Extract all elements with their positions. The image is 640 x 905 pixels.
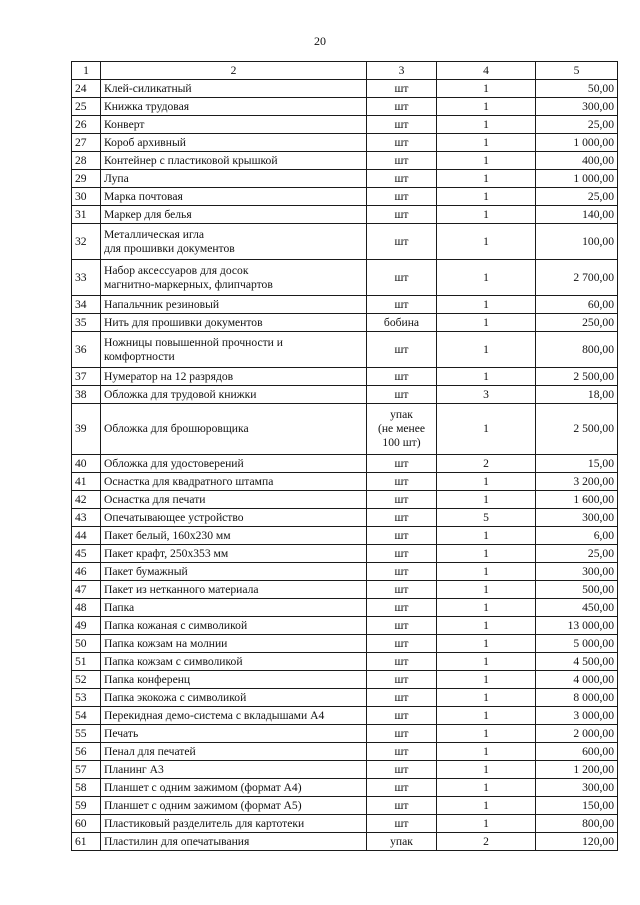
price: 4 500,00	[536, 653, 618, 671]
price: 300,00	[536, 98, 618, 116]
quantity: 1	[437, 314, 536, 332]
item-name: Папка кожзам на молнии	[101, 635, 367, 653]
price: 18,00	[536, 386, 618, 404]
price: 2 500,00	[536, 404, 618, 455]
quantity: 1	[437, 635, 536, 653]
table-row	[72, 599, 618, 617]
row-number: 27	[72, 134, 101, 152]
row-number: 31	[72, 206, 101, 224]
quantity: 3	[437, 386, 536, 404]
quantity: 1	[437, 98, 536, 116]
item-name: Планшет с одним зажимом (формат А4)	[101, 779, 367, 797]
table-row	[72, 152, 618, 170]
price: 3 200,00	[536, 473, 618, 491]
item-name: Оснастка для квадратного штампа	[101, 473, 367, 491]
price: 300,00	[536, 563, 618, 581]
unit-of-measure: шт	[367, 152, 437, 170]
unit-of-measure: шт	[367, 491, 437, 509]
item-name: Перекидная демо-система с вкладышами А4	[101, 707, 367, 725]
item-name: Папка кожзам с символикой	[101, 653, 367, 671]
item-name: Набор аксессуаров для досок магнитно-маркерных, флипчартов	[101, 260, 367, 296]
quantity: 1	[437, 779, 536, 797]
row-number: 49	[72, 617, 101, 635]
unit-of-measure: шт	[367, 455, 437, 473]
unit-of-measure: шт	[367, 473, 437, 491]
row-number: 30	[72, 188, 101, 206]
quantity: 1	[437, 581, 536, 599]
row-number: 37	[72, 368, 101, 386]
table-row	[72, 545, 618, 563]
price: 15,00	[536, 455, 618, 473]
item-name: Маркер для белья	[101, 206, 367, 224]
row-number: 26	[72, 116, 101, 134]
price: 2 000,00	[536, 725, 618, 743]
price: 2 500,00	[536, 368, 618, 386]
unit-of-measure: шт	[367, 98, 437, 116]
unit-of-measure: шт	[367, 815, 437, 833]
row-number: 56	[72, 743, 101, 761]
table-row	[72, 797, 618, 815]
table-row	[72, 815, 618, 833]
unit-of-measure: шт	[367, 617, 437, 635]
price: 60,00	[536, 296, 618, 314]
item-name: Обложка для брошюровщика	[101, 404, 367, 455]
quantity: 1	[437, 761, 536, 779]
item-name: Пластиковый разделитель для картотеки	[101, 815, 367, 833]
table-row	[72, 296, 618, 314]
row-number: 60	[72, 815, 101, 833]
row-number: 29	[72, 170, 101, 188]
row-number: 54	[72, 707, 101, 725]
unit-of-measure: шт	[367, 368, 437, 386]
table-row	[72, 491, 618, 509]
item-name: Напальчник резиновый	[101, 296, 367, 314]
quantity: 1	[437, 545, 536, 563]
table-header-row	[72, 62, 618, 80]
quantity: 1	[437, 707, 536, 725]
row-number: 44	[72, 527, 101, 545]
price: 1 200,00	[536, 761, 618, 779]
unit-of-measure: шт	[367, 80, 437, 98]
row-number: 28	[72, 152, 101, 170]
table-row	[72, 563, 618, 581]
item-name: Конверт	[101, 116, 367, 134]
unit-of-measure: шт	[367, 116, 437, 134]
table-row	[72, 527, 618, 545]
row-number: 41	[72, 473, 101, 491]
unit-of-measure: шт	[367, 224, 437, 260]
unit-of-measure: шт	[367, 743, 437, 761]
price: 120,00	[536, 833, 618, 851]
row-number: 51	[72, 653, 101, 671]
row-number: 53	[72, 689, 101, 707]
price: 300,00	[536, 779, 618, 797]
quantity: 1	[437, 563, 536, 581]
item-name: Печать	[101, 725, 367, 743]
quantity: 1	[437, 404, 536, 455]
row-number: 59	[72, 797, 101, 815]
quantity: 1	[437, 743, 536, 761]
price: 150,00	[536, 797, 618, 815]
row-number: 43	[72, 509, 101, 527]
table-row	[72, 260, 618, 296]
item-name: Пакет белый, 160х230 мм	[101, 527, 367, 545]
quantity: 1	[437, 116, 536, 134]
price: 800,00	[536, 332, 618, 368]
price: 1 000,00	[536, 134, 618, 152]
row-number: 55	[72, 725, 101, 743]
quantity: 1	[437, 188, 536, 206]
unit-of-measure: шт	[367, 386, 437, 404]
header-col-2: 2	[101, 62, 367, 80]
row-number: 48	[72, 599, 101, 617]
unit-of-measure: шт	[367, 188, 437, 206]
quantity: 1	[437, 689, 536, 707]
item-name: Нумератор на 12 разрядов	[101, 368, 367, 386]
item-name: Металлическая игла для прошивки документов	[101, 224, 367, 260]
item-name: Короб архивный	[101, 134, 367, 152]
unit-of-measure: шт	[367, 509, 437, 527]
unit-of-measure: шт	[367, 761, 437, 779]
row-number: 34	[72, 296, 101, 314]
row-number: 24	[72, 80, 101, 98]
unit-of-measure: шт	[367, 563, 437, 581]
unit-of-measure: шт	[367, 581, 437, 599]
table-row	[72, 98, 618, 116]
unit-of-measure: бобина	[367, 314, 437, 332]
quantity: 1	[437, 599, 536, 617]
price: 500,00	[536, 581, 618, 599]
item-name: Марка почтовая	[101, 188, 367, 206]
row-number: 33	[72, 260, 101, 296]
unit-of-measure: шт	[367, 689, 437, 707]
table-row	[72, 743, 618, 761]
header-col-5: 5	[536, 62, 618, 80]
unit-of-measure: шт	[367, 671, 437, 689]
table-row	[72, 134, 618, 152]
table-row	[72, 779, 618, 797]
quantity: 1	[437, 725, 536, 743]
item-name: Пластилин для опечатывания	[101, 833, 367, 851]
table-row	[72, 473, 618, 491]
table-row	[72, 671, 618, 689]
table-row	[72, 188, 618, 206]
price: 4 000,00	[536, 671, 618, 689]
table-row	[72, 761, 618, 779]
price: 100,00	[536, 224, 618, 260]
unit-of-measure: шт	[367, 527, 437, 545]
quantity: 5	[437, 509, 536, 527]
unit-of-measure: шт	[367, 332, 437, 368]
row-number: 32	[72, 224, 101, 260]
price: 5 000,00	[536, 635, 618, 653]
price: 6,00	[536, 527, 618, 545]
table-row	[72, 80, 618, 98]
quantity: 1	[437, 224, 536, 260]
item-name: Обложка для трудовой книжки	[101, 386, 367, 404]
quantity: 1	[437, 332, 536, 368]
price: 800,00	[536, 815, 618, 833]
table-row	[72, 509, 618, 527]
quantity: 1	[437, 527, 536, 545]
item-name: Папка конференц	[101, 671, 367, 689]
quantity: 2	[437, 455, 536, 473]
unit-of-measure: шт	[367, 653, 437, 671]
price: 13 000,00	[536, 617, 618, 635]
row-number: 61	[72, 833, 101, 851]
price: 2 700,00	[536, 260, 618, 296]
row-number: 47	[72, 581, 101, 599]
unit-of-measure: шт	[367, 707, 437, 725]
row-number: 39	[72, 404, 101, 455]
quantity: 1	[437, 152, 536, 170]
price: 1 600,00	[536, 491, 618, 509]
price-table-body	[72, 62, 618, 851]
quantity: 1	[437, 260, 536, 296]
quantity: 1	[437, 368, 536, 386]
item-name: Контейнер с пластиковой крышкой	[101, 152, 367, 170]
unit-of-measure: упак (не менее 100 шт)	[367, 404, 437, 455]
item-name: Клей-силикатный	[101, 80, 367, 98]
quantity: 1	[437, 617, 536, 635]
unit-of-measure: шт	[367, 170, 437, 188]
item-name: Планинг А3	[101, 761, 367, 779]
table-row	[72, 368, 618, 386]
item-name: Лупа	[101, 170, 367, 188]
item-name: Опечатывающее устройство	[101, 509, 367, 527]
price: 25,00	[536, 188, 618, 206]
item-name: Пакет бумажный	[101, 563, 367, 581]
quantity: 1	[437, 815, 536, 833]
price: 1 000,00	[536, 170, 618, 188]
quantity: 1	[437, 206, 536, 224]
row-number: 36	[72, 332, 101, 368]
item-name: Планшет с одним зажимом (формат А5)	[101, 797, 367, 815]
price: 25,00	[536, 116, 618, 134]
quantity: 2	[437, 833, 536, 851]
quantity: 1	[437, 653, 536, 671]
unit-of-measure: шт	[367, 725, 437, 743]
quantity: 1	[437, 491, 536, 509]
item-name: Книжка трудовая	[101, 98, 367, 116]
price: 8 000,00	[536, 689, 618, 707]
unit-of-measure: шт	[367, 599, 437, 617]
quantity: 1	[437, 80, 536, 98]
table-row	[72, 581, 618, 599]
table-row	[72, 689, 618, 707]
unit-of-measure: шт	[367, 296, 437, 314]
price: 50,00	[536, 80, 618, 98]
header-col-4: 4	[437, 62, 536, 80]
header-col-1: 1	[72, 62, 101, 80]
page-number: 20	[314, 34, 326, 48]
table-row	[72, 314, 618, 332]
item-name: Ножницы повышенной прочности и комфортности	[101, 332, 367, 368]
table-row	[72, 170, 618, 188]
table-row	[72, 455, 618, 473]
item-name: Папка экокожа с символикой	[101, 689, 367, 707]
quantity: 1	[437, 473, 536, 491]
item-name: Папка кожаная с символикой	[101, 617, 367, 635]
item-name: Обложка для удостоверений	[101, 455, 367, 473]
quantity: 1	[437, 170, 536, 188]
row-number: 38	[72, 386, 101, 404]
item-name: Оснастка для печати	[101, 491, 367, 509]
unit-of-measure: шт	[367, 779, 437, 797]
row-number: 52	[72, 671, 101, 689]
unit-of-measure: шт	[367, 545, 437, 563]
row-number: 58	[72, 779, 101, 797]
row-number: 50	[72, 635, 101, 653]
table-row	[72, 206, 618, 224]
table-row	[72, 116, 618, 134]
item-name: Папка	[101, 599, 367, 617]
item-name: Нить для прошивки документов	[101, 314, 367, 332]
table-row	[72, 725, 618, 743]
unit-of-measure: шт	[367, 635, 437, 653]
row-number: 40	[72, 455, 101, 473]
row-number: 35	[72, 314, 101, 332]
price: 300,00	[536, 509, 618, 527]
row-number: 42	[72, 491, 101, 509]
table-row	[72, 617, 618, 635]
price: 250,00	[536, 314, 618, 332]
header-col-3: 3	[367, 62, 437, 80]
unit-of-measure: шт	[367, 797, 437, 815]
price: 140,00	[536, 206, 618, 224]
unit-of-measure: упак	[367, 833, 437, 851]
table-row	[72, 332, 618, 368]
price: 25,00	[536, 545, 618, 563]
unit-of-measure: шт	[367, 206, 437, 224]
quantity: 1	[437, 797, 536, 815]
table-row	[72, 224, 618, 260]
row-number: 46	[72, 563, 101, 581]
price: 450,00	[536, 599, 618, 617]
price: 400,00	[536, 152, 618, 170]
price: 600,00	[536, 743, 618, 761]
row-number: 25	[72, 98, 101, 116]
table-row	[72, 386, 618, 404]
item-name: Пенал для печатей	[101, 743, 367, 761]
quantity: 1	[437, 296, 536, 314]
price: 3 000,00	[536, 707, 618, 725]
table-row	[72, 653, 618, 671]
table-row	[72, 635, 618, 653]
quantity: 1	[437, 671, 536, 689]
table-row	[72, 404, 618, 455]
row-number: 45	[72, 545, 101, 563]
unit-of-measure: шт	[367, 134, 437, 152]
price-table	[71, 61, 618, 851]
quantity: 1	[437, 134, 536, 152]
item-name: Пакет из нетканного материала	[101, 581, 367, 599]
table-row	[72, 707, 618, 725]
unit-of-measure: шт	[367, 260, 437, 296]
table-row	[72, 833, 618, 851]
row-number: 57	[72, 761, 101, 779]
item-name: Пакет крафт, 250х353 мм	[101, 545, 367, 563]
